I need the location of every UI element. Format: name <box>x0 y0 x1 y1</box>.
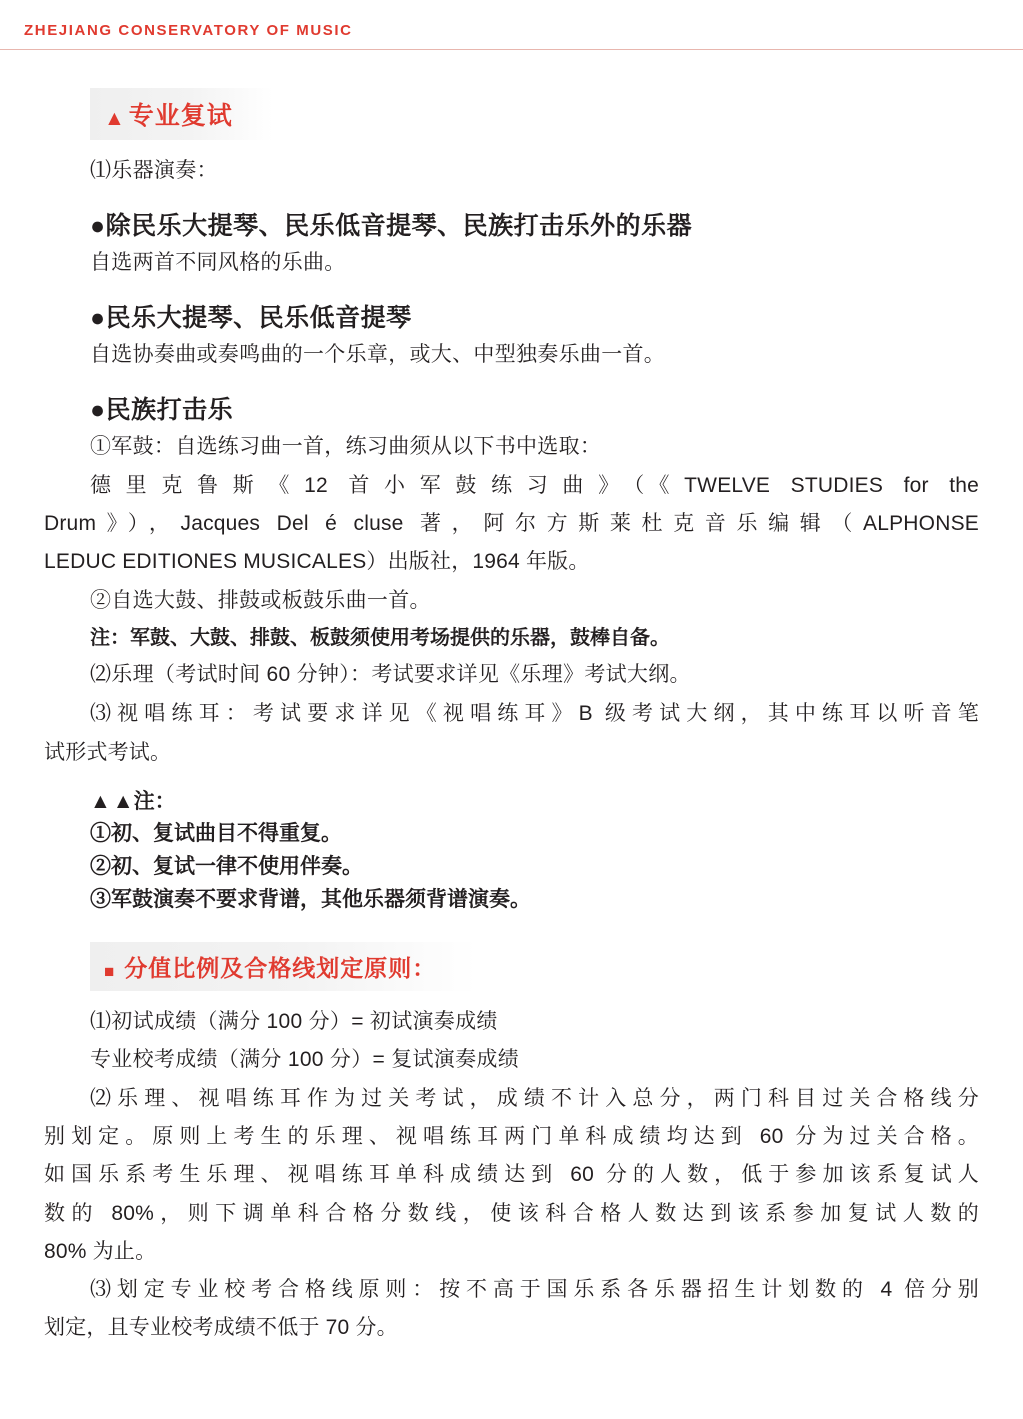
scoring-para2-line-1: ⑵乐理、视唱练耳作为过关考试，成绩不计入总分，两门科目过关合格线分 <box>90 1087 979 1111</box>
section-heading-retest <box>90 88 273 140</box>
notes-header <box>90 785 979 815</box>
item-music-theory: ⑵乐理（考试时间 60 分钟）：考试要求详见《乐理》考试大纲。 <box>90 663 691 687</box>
scoring-para2-line-4: 数的 80%，则下调单科合格分数线，使该科合格人数达到该系参加复试人数的 <box>44 1201 979 1225</box>
scoring-para2-line-5: 80% 为止。 <box>44 1239 157 1263</box>
percussion-equipment-note: 注：军鼓、大鼓、排鼓、板鼓须使用考场提供的乐器，鼓棒自备。 <box>90 627 670 650</box>
note-item-3: ③军鼓演奏不要求背谱，其他乐器须背谱演奏。 <box>90 887 531 911</box>
section-title-scoring: 分值比例及合格线划定原则： <box>124 955 437 982</box>
percussion-book-line-2: Drum》），Jacques Del é cluse 著，阿尔方斯莱杜克音乐编辑（ALPHONSE <box>44 512 979 536</box>
notes-header-text: ▲注： <box>112 789 176 813</box>
scoring-para3-line-2: 划定，且专业校考成绩不低于 70 分。 <box>44 1315 398 1339</box>
institution-title: ZHEJIANG CONSERVATORY OF MUSIC <box>24 22 353 39</box>
scoring-line-2: 专业校考成绩（满分 100 分）= 复试演奏成绩 <box>90 1048 520 1072</box>
note-item-2: ②初、复试一律不使用伴奏。 <box>90 854 363 878</box>
scoring-para2-line-2: 别划定。原则上考生的乐理、视唱练耳两门单科成绩均达到 60 分为过关合格。 <box>44 1125 979 1149</box>
percussion-book-line-1: 德里克鲁斯《12 首小军鼓练习曲》（《TWELVE STUDIES for the <box>90 474 979 498</box>
triangle-marker-icon: ▲ <box>104 107 125 130</box>
group-other-instruments-head: ●除民乐大提琴、民乐低音提琴、民族打击乐外的乐器 <box>90 212 693 241</box>
item-sight-singing-line-1: ⑶视唱练耳：考试要求详见《视唱练耳》B 级考试大纲，其中练耳以听音笔 <box>90 702 979 726</box>
item-sight-singing-line-2: 试形式考试。 <box>44 740 172 764</box>
section-title: 专业复试 <box>128 102 233 130</box>
scoring-line-1: ⑴初试成绩（满分 100 分）= 初试演奏成绩 <box>90 1010 498 1034</box>
triangle-marker-icon-notes: ▲ <box>90 789 111 813</box>
section-heading-scoring <box>90 942 476 991</box>
group-percussion-head: ●民族打击乐 <box>90 396 234 425</box>
scoring-para3-line-1: ⑶划定专业校考合格线原则：按不高于国乐系各乐器招生计划数的 4 倍分别 <box>90 1277 979 1301</box>
square-marker-icon: ■ <box>104 962 115 982</box>
percussion-snare-line: ①军鼓：自选练习曲一首，练习曲须从以下书中选取： <box>90 435 602 459</box>
group-cello-bass-head: ●民乐大提琴、民乐低音提琴 <box>90 304 412 333</box>
percussion-book-line-3: LEDUC EDITIONES MUSICALES）出版社，1964 年版。 <box>44 550 590 574</box>
scoring-para2-line-3: 如国乐系考生乐理、视唱练耳单科成绩达到 60 分的人数，低于参加该系复试人 <box>44 1163 979 1187</box>
group-other-instruments-body: 自选两首不同风格的乐曲。 <box>90 251 346 275</box>
note-item-1: ①初、复试曲目不得重复。 <box>90 821 342 845</box>
group-cello-bass-body: 自选协奏曲或奏鸣曲的一个乐章，或大、中型独奏乐曲一首。 <box>90 343 666 367</box>
item-instrument-performance-label: ⑴乐器演奏： <box>90 159 218 182</box>
percussion-drum-choice-line: ②自选大鼓、排鼓或板鼓乐曲一首。 <box>90 589 431 613</box>
page-header <box>0 0 1023 50</box>
document-content <box>0 50 1023 1388</box>
